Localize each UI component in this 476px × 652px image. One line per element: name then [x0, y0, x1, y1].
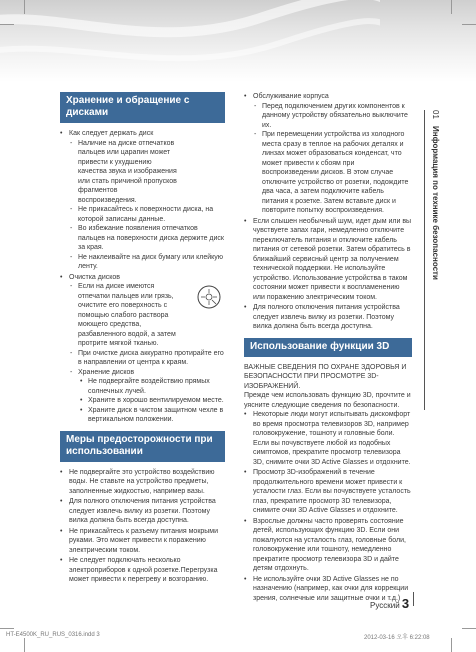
- list-item: - Не наклеивайте на диск бумагу или клейкую ленту.: [69, 253, 225, 272]
- list-item: - При очистке диска аккуратно протирайте его в направлении от центра к краям.: [69, 349, 225, 368]
- disc-list: [60, 129, 225, 425]
- chapter-number: 01: [431, 110, 440, 119]
- list-item: • Не подвергайте воздействию прямых солнечных лучей.: [78, 377, 225, 396]
- store-title: Хранение дисков: [78, 368, 135, 376]
- list-item: • Для полного отключения питания устройства следует извлечь вилку из розетки. Поэтому вилка должна быть всегда доступна.: [60, 497, 225, 526]
- list-item: [69, 368, 225, 425]
- crop-mark: [24, 0, 25, 14]
- intro-paragraph: Прежде чем использовать функцию 3D, прочтите и уясните следующие сведения по безопасности.: [244, 392, 411, 409]
- crop-mark: [0, 24, 14, 25]
- crop-mark: [0, 628, 14, 629]
- list-item: • Взрослые должны часто проверять состояние детей, использующих функцию 3D. Если они пожалуются на усталость глаз, головные боли, головокружение или тошноту, немедленно прекратите просмотр телевизора 3D и дайте детям отдохнуть.: [244, 517, 412, 574]
- disc-cleaning-icon: [196, 284, 222, 310]
- list-item: • Если слышен необычный шум, идет дым или вы чувствуете запах гари, немедленно отключите переключатель питания и отключите кабель питания от сетевой розетки. Затем обратитесь в ближайший сервисный центр за получением технической поддержки. Не используйте устройство. Использование устройства в таком состоянии может привести к воспламенению или поражению электрическим током.: [244, 217, 412, 303]
- page-footer: [370, 596, 409, 611]
- service-title: Обслуживание корпуса: [253, 93, 329, 100]
- crop-mark: [24, 638, 25, 652]
- list-item: • Храните диск в чистом защитном чехле в вертикальном положении.: [78, 406, 225, 425]
- footer-divider: [413, 592, 414, 606]
- list-item: • Для полного отключения питания устройства следует извлечь вилку из розетки. Поэтому вилка должна быть всегда доступна.: [244, 303, 412, 332]
- list-item: [60, 129, 225, 272]
- list-item: - Наличие на диске отпечатков пальцев или царапин может привести к ухудшению качества звука и изображения или стать причиной пропусков фрагментов воспроизведения.: [69, 139, 225, 206]
- precautions-list: [60, 468, 225, 585]
- list-item: • Не используйте очки 3D Active Glasses не по назначению (например, как очки для коррекции зрения, солнечные или защитные очки и т.д.): [244, 575, 412, 604]
- 3d-safety-list: [244, 410, 412, 603]
- list-item: • Некоторые люди могут испытывать дискомфорт во время просмотра телевизоров 3D, например головокружение, тошноту и головные боли. Если вы почувствуете любой из подобных симптомов, прекратите просмотр телевизора 3D, снимите очки 3D Active Glasses и отдохните.: [244, 410, 412, 467]
- section-heading-disc-storage: Хранение и обращение с дисками: [60, 92, 225, 123]
- list-item: • Храните в хорошо вентилируемом месте.: [78, 396, 225, 406]
- right-column: [244, 92, 412, 604]
- crop-mark: [451, 638, 452, 652]
- left-column: [60, 92, 225, 586]
- imprint-file: HT-E4500K_RU_RUS_0316.indd 3: [6, 632, 100, 638]
- imprint-date: 2012-03-16 오후 6:22:08: [364, 635, 430, 641]
- crop-mark: [462, 628, 476, 629]
- list-item: • Не подвергайте это устройство воздействию воды. Не ставьте на устройство предметы, заполненные жидкостью, например вазы.: [60, 468, 225, 497]
- maintenance-list: [244, 92, 412, 332]
- swirl-decoration: [0, 0, 380, 84]
- list-item: - Если на диске имеются отпечатки пальцев или грязь, очистите его поверхность с помощью слабого раствора моющего средства, разбавленного водой, а затем протрите мягкой тканью.: [69, 282, 225, 349]
- clean-title: Очистка дисков: [69, 273, 121, 281]
- list-item: • Не прикасайтесь к разъему питания мокрыми руками. Это может привести к поражению электрическим током.: [60, 527, 225, 556]
- section-heading-precautions: Меры предосторожности при использовании: [60, 431, 225, 462]
- warning-heading: ВАЖНЫЕ СВЕДЕНИЯ ПО ОХРАНЕ ЗДОРОВЬЯ И БЕЗОПАСНОСТИ ПРИ ПРОСМОТРЕ 3D-ИЗОБРАЖЕНИЙ.: [244, 363, 407, 390]
- list-item: - Во избежание появления отпечатков пальцев на поверхности диска держите диск за края.: [69, 224, 225, 253]
- header-decoration: [0, 0, 476, 82]
- list-item: - Перед подключением других компонентов к данному устройству обязательно выключите их.: [253, 102, 412, 131]
- chapter-title: Информация по технике безопасности: [431, 126, 440, 280]
- page-number: 3: [401, 596, 410, 611]
- crop-mark: [462, 24, 476, 25]
- list-item: - Не прикасайтесь к поверхности диска, на которой записаны данные.: [69, 205, 225, 224]
- list-item: • Не следует подключать несколько электроприборов к одной розетке.Перегрузка может привести к перегреву и возгоранию.: [60, 556, 225, 585]
- list-item: • Просмотр 3D-изображений в течение продолжительного времени может привести к усталости глаз. Если вы почувствуете усталость глаз, прекратите просмотр 3D телевизора, снимите очки 3D Active Glasses и отдохните.: [244, 468, 412, 516]
- list-item: [244, 92, 412, 216]
- hold-title: Как следует держать диск: [69, 130, 154, 137]
- chapter-divider: [424, 110, 425, 410]
- list-item: - При перемещении устройства из холодного места сразу в теплое на рабочих деталях и линзах может образоваться конденсат, что может привести к сбоям при воспроизведении дисков. В этом случае отключите устройство от розетки, подождите два часа, а затем подключите кабель питания к розетке. Затем вставьте диск и повторите попытку воспроизведения.: [253, 130, 412, 216]
- section-heading-3d: Использование функции 3D: [244, 338, 412, 357]
- chapter-tab: [428, 110, 442, 400]
- crop-mark: [451, 0, 452, 14]
- footer-language: Русский: [370, 601, 400, 610]
